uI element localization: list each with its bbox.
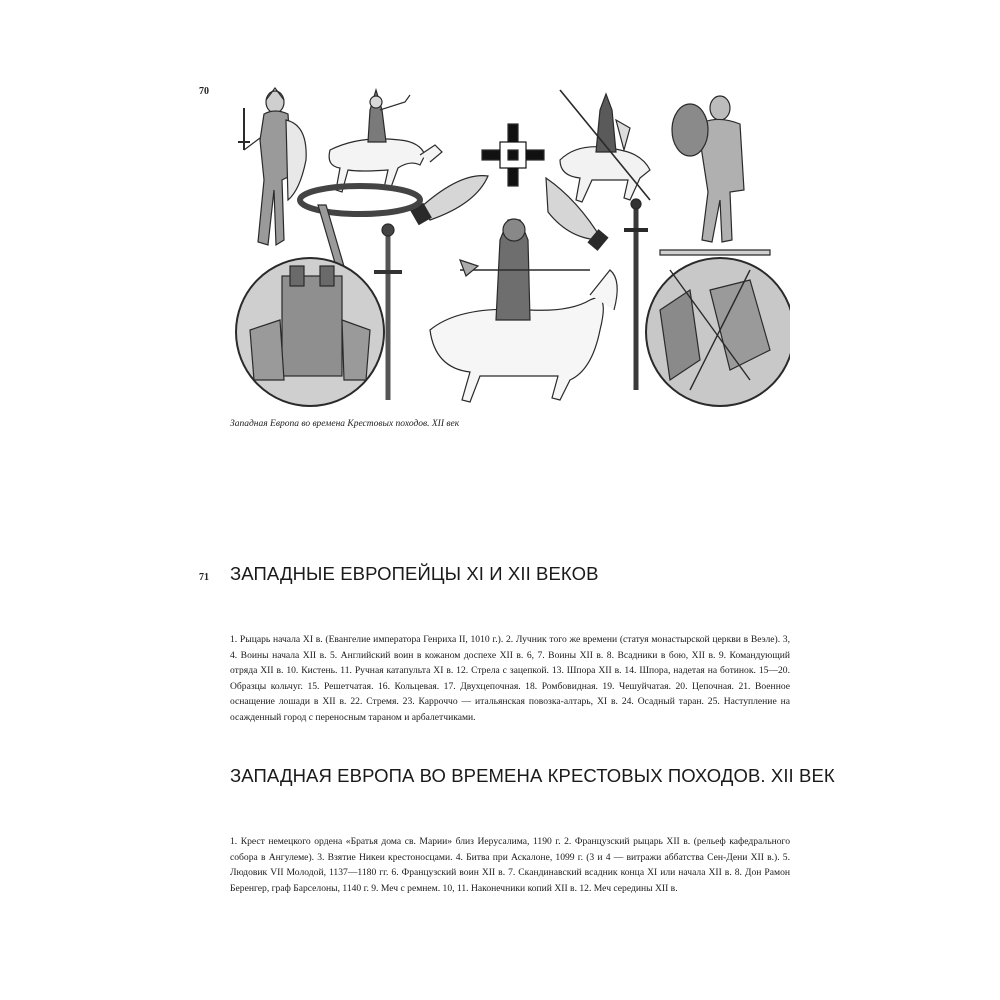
central-mounted-knight-figure xyxy=(430,219,617,402)
plate-caption: Западная Европа во времена Крестовых походов. XII век xyxy=(230,419,460,429)
standing-knight-figure xyxy=(238,88,306,245)
order-cross-emblem xyxy=(482,124,544,186)
long-sword-right xyxy=(624,199,648,390)
charging-horseman-figure xyxy=(560,90,650,202)
illustration-plate xyxy=(230,80,790,410)
medallion-siege-of-nicaea xyxy=(236,258,384,406)
spearhead-right xyxy=(546,178,608,250)
section-legend-crusades: 1. Крест немецкого ордена «Братья дома св. Марии» близ Иерусалима, 1190 г. 2. Французский рыцарь XII в. (рельеф кафедрального собора в Ангулеме). 3. Взятие Никеи крестоносцами. 4. Битва при Аскалоне, 1099 г. (3 и 4 — витражи аббатства Сен-Дени XII в.). 5. Людовик VII Молодой, 1137—1180 гг. 6. Французский воин XII в. 7. Скандинавский всадник конца XI или начала XII в. 8. Дон Рамон Беренгер, граф Барселоны, 1140 г. 9. Меч с ремнем. 10, 11. Наконечники копий XII в. 12. Меч середины XII в. xyxy=(230,836,790,894)
archer-figure xyxy=(660,96,770,255)
page-number-right: 71 xyxy=(199,572,209,583)
mounted-falconer-figure xyxy=(329,90,442,192)
medallion-battle-of-ascalon xyxy=(646,258,790,406)
section-heading-crusades: ЗАПАДНАЯ ЕВРОПА ВО ВРЕМЕНА КРЕСТОВЫХ ПОХОДОВ. XII ВЕК xyxy=(230,765,835,786)
section-heading-west-europeans: ЗАПАДНЫЕ ЕВРОПЕЙЦЫ XI И XII ВЕКОВ xyxy=(230,563,599,584)
page-number-left: 70 xyxy=(199,86,209,97)
section-legend-west-europeans: 1. Рыцарь начала XI в. (Евангелие императора Генриха II, 1010 г.). 2. Лучник того же времени (статуя монастырской церкви в Веэле). 3, 4. Воины начала XII в. 5. Английский воин в кожаном доспехе XII в. 6, 7. Воины XII в. 8. Всадники в бою, XII в. 9. Командующий отряда XII в. 10. Кистень. 11. Ручная катапульта XI в. 12. Стрела с зацепкой. 13. Шпора XII в. 14. Шпора, надетая на ботинок. 15—20. Образцы кольчуг. 15. Решетчатая. 16. Кольцевая. 17. Двухцепочная. 18. Ромбовидная. 19. Чешуйчатая. 20. Цепочная. 21. Военное оснащение лошади в XII в. 22. Стремя. 23. Карроччо — итальянская повозка-алтарь, XI в. 24. Осадный таран. 25. Наступление на осажденный город с переносным тараном и арбалетчиками. xyxy=(230,634,790,723)
